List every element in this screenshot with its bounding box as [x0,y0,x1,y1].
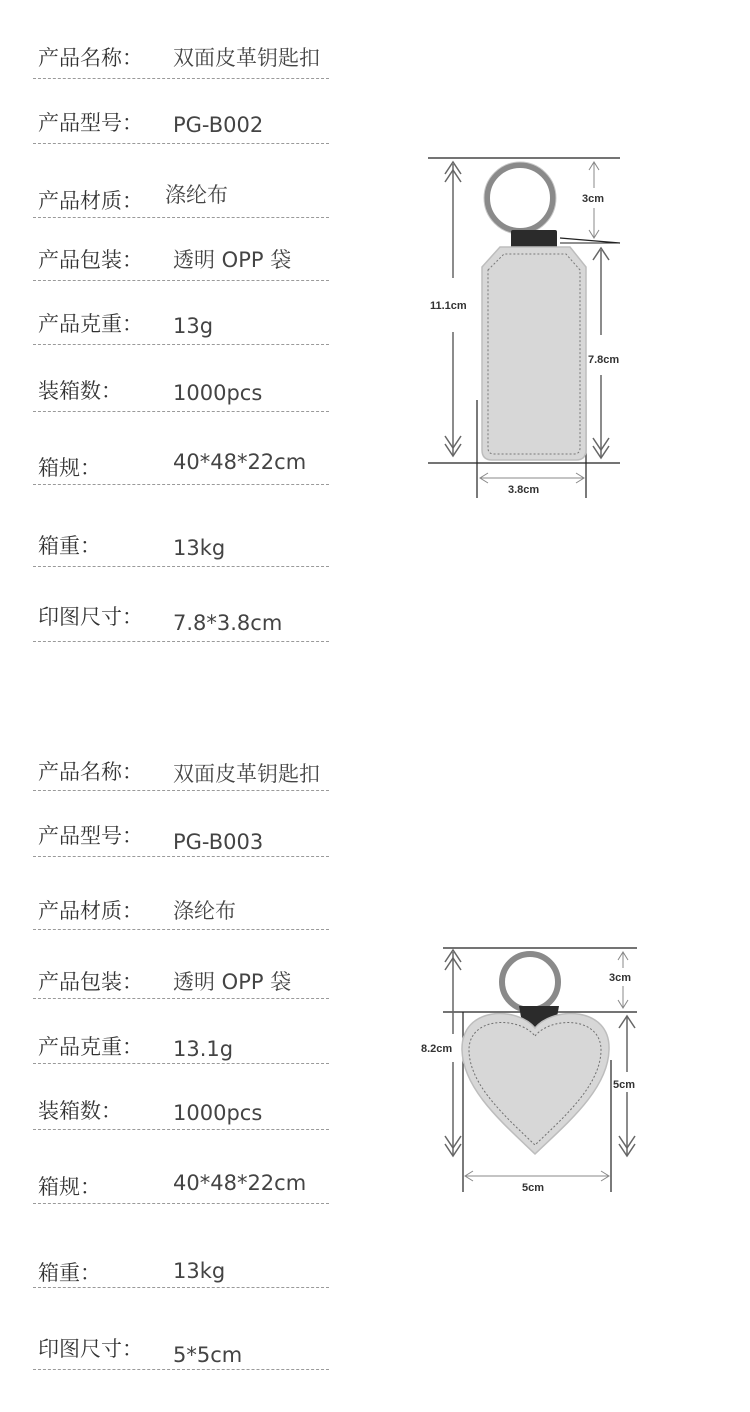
spec-value: 13kg [173,536,226,560]
spec-value: 5*5cm [173,1343,243,1367]
spec-row-print-size [33,1329,329,1370]
dim-ring-height: 3cm [582,193,605,205]
spec-row-model [33,103,329,144]
dim-body-height: 5cm [613,1079,636,1091]
spec-label: 箱规： [38,456,101,480]
dim-total-height: 11.1cm [430,300,467,312]
spec-label: 印图尺寸： [38,1337,143,1361]
leather-body [482,247,586,460]
spec-row-carton-qty [33,1089,329,1130]
spec-value: 40*48*22cm [173,1171,307,1195]
spec-row-carton-weight [33,526,329,567]
spec-label: 产品名称： [38,46,143,70]
spec-row-carton-size [33,444,329,485]
key-ring [487,165,553,231]
spec-row-carton-size [33,1163,329,1204]
spec-label: 产品克重： [38,1035,143,1059]
spec-row-weight [33,304,329,345]
spec-value: 13g [173,314,214,338]
spec-label: 箱规： [38,1175,101,1199]
spec-row-material [33,177,329,218]
spec-row-packaging [33,958,329,999]
spec-label: 装箱数： [38,379,122,403]
spec-value: 1000pcs [173,1101,263,1125]
spec-value: PG-B003 [173,830,264,854]
spec-label: 产品材质： [38,189,143,213]
spec-label: 装箱数： [38,1099,122,1123]
spec-label: 产品包装： [38,970,143,994]
spec-row-print-size [33,601,329,642]
spec-value: PG-B002 [173,113,264,137]
spec-value: 涤纶布 [173,899,236,923]
dim-body-width: 3.8cm [508,484,540,496]
spec-label: 箱重： [38,1261,101,1285]
spec-label: 产品包装： [38,248,143,272]
spec-row-packaging [33,240,329,281]
spec-value: 涤纶布 [165,183,228,207]
spec-row-name [33,38,329,79]
spec-value: 13kg [173,1259,226,1283]
spec-label: 产品型号： [38,824,143,848]
dim-ring-height: 3cm [609,972,632,984]
spec-value: 双面皮革钥匙扣 [173,46,320,70]
spec-row-carton-qty [33,371,329,412]
spec-label: 印图尺寸： [38,605,143,629]
spec-row-material [33,889,329,930]
spec-label: 产品克重： [38,312,143,336]
spec-value: 7.8*3.8cm [173,611,283,635]
spec-value: 双面皮革钥匙扣 [173,762,320,786]
spec-value: 40*48*22cm [173,450,307,474]
spec-row-weight [33,1023,329,1064]
key-ring [502,954,558,1010]
spec-value: 透明 OPP 袋 [173,970,292,994]
keychain-rect-diagram [420,150,650,510]
spec-row-carton-weight [33,1247,329,1288]
spec-label: 产品名称： [38,760,143,784]
dim-total-height: 8.2cm [421,1043,453,1055]
spec-label: 产品型号： [38,111,143,135]
spec-label: 箱重： [38,534,101,558]
dim-body-width: 5cm [522,1182,545,1194]
spec-value: 透明 OPP 袋 [173,248,292,272]
spec-row-model [33,816,329,857]
dim-body-height: 7.8cm [588,354,620,366]
spec-value: 1000pcs [173,381,263,405]
spec-label: 产品材质： [38,899,143,923]
spec-value: 13.1g [173,1037,234,1061]
spec-row-name [33,750,329,791]
keychain-heart-diagram [415,940,655,1200]
